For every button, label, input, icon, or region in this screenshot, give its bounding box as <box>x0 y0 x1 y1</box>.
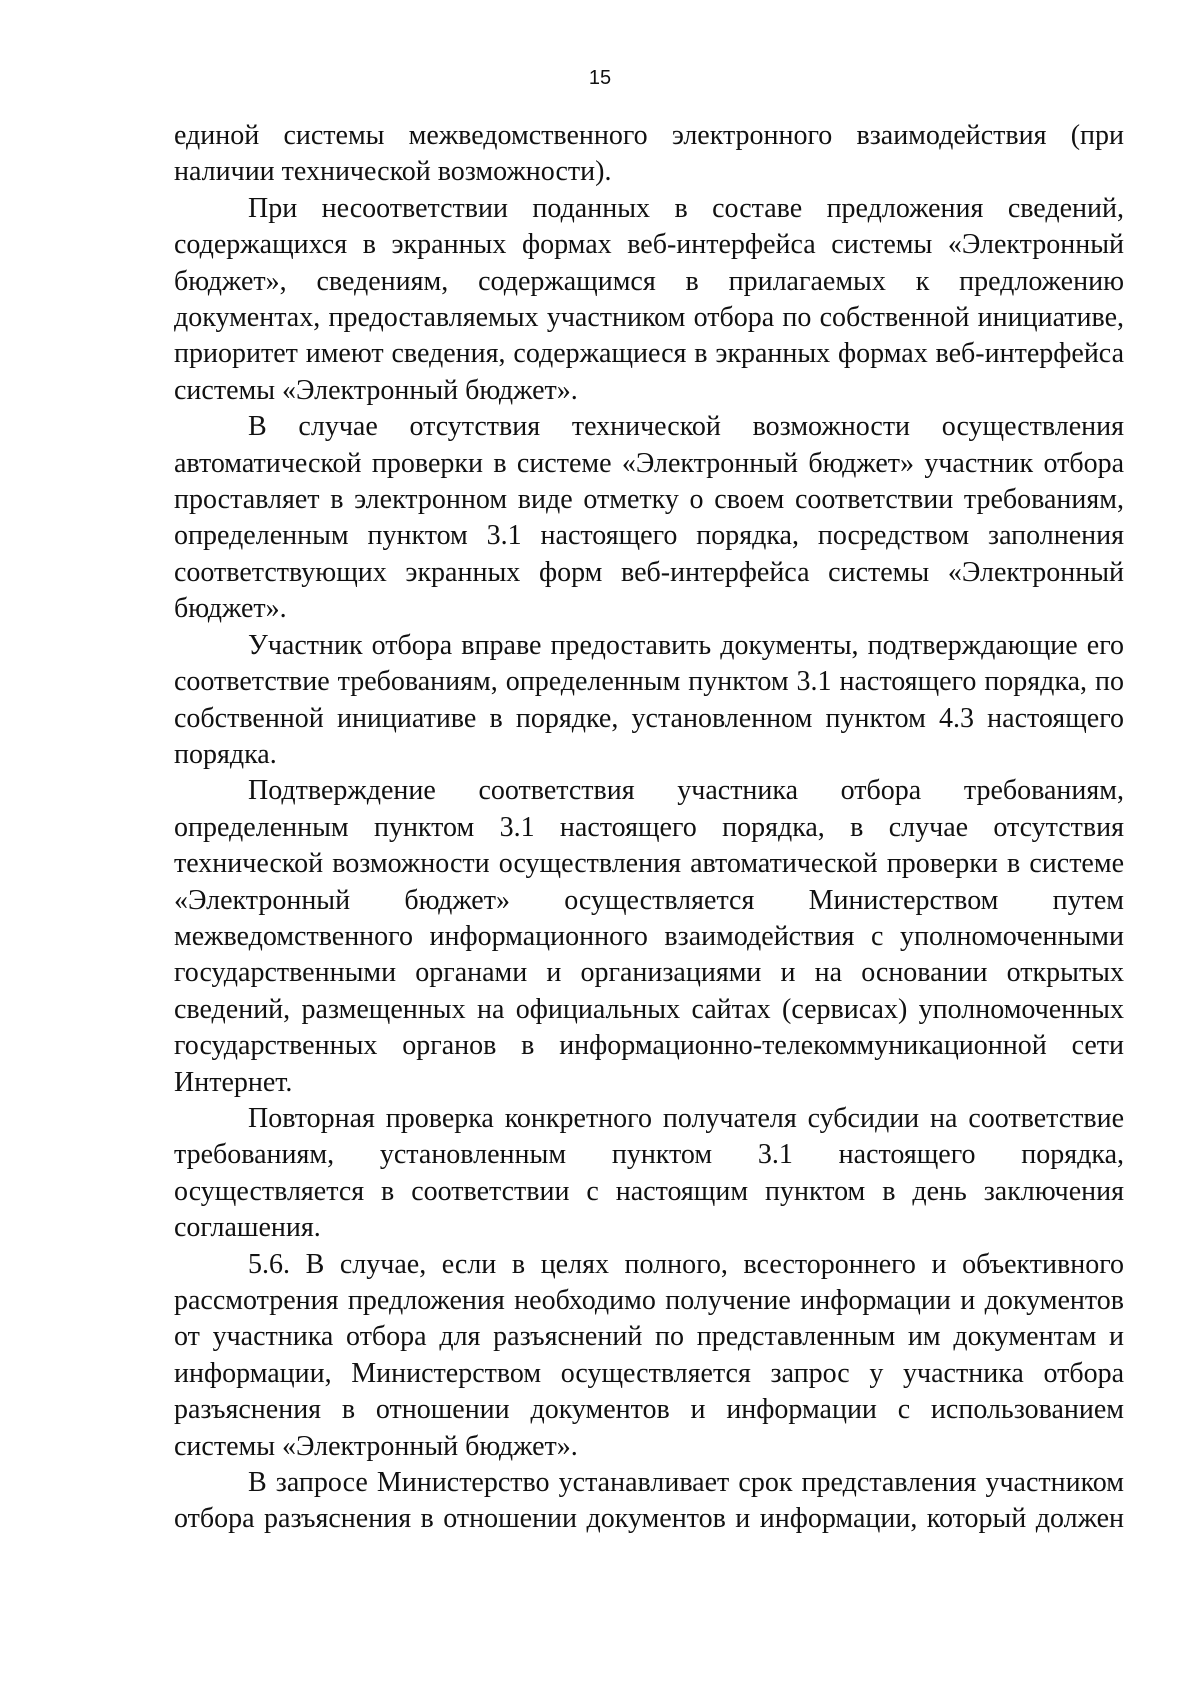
paragraph-2: При несоответствии поданных в составе предложения сведений, содержащихся в экранных формах веб-интерфейса системы «Электронный бюджет», сведениям, содержащимся в прилагаемых к предложению документах, предоставляемых участником отбора по собственной инициативе, приоритет имеют сведения, содержащиеся в экранных формах веб-интерфейса системы «Электронный бюджет». <box>174 192 1124 406</box>
page-number: 15 <box>588 67 612 89</box>
paragraph-6: Повторная проверка конкретного получателя субсидии на соответствие требованиям, установленным пунктом 3.1 настоящего порядка, осуществляется в соответствии с настоящим пунктом в день заключения соглашения. <box>174 1102 1124 1244</box>
paragraph-7: 5.6. В случае, если в целях полного, всестороннего и объективного рассмотрения предложения необходимо получение информации и документов от участника отбора для разъяснений по представленным им документам и информации, Министерством осуществляется запрос у участника отбора разъяснения в отношении документов и информации с использованием системы «Электронный бюджет». <box>174 1248 1124 1462</box>
paragraph-8: В запросе Министерство устанавливает срок представления участником отбора разъяснения в отношении документов и информации, который должен <box>174 1467 1124 1535</box>
paragraph-5: Подтверждение соответствия участника отбора требованиям, определенным пунктом 3.1 настоящего порядка, в случае отсутствия технической возможности осуществления автоматической проверки в системе «Электронный бюджет» осуществляется Министерством путем межведомственного информационного взаимодействия с уполномоченными государственными органами и организациями и на основании открытых сведений, размещенных на официальных сайтах (сервисах) уполномоченных государственных органов в информационно-телекоммуникационной сети Интернет. <box>174 775 1124 1098</box>
document-body <box>174 118 1124 1538</box>
paragraph-4: Участник отбора вправе предоставить документы, подтверждающие его соответствие требованиям, определенным пунктом 3.1 настоящего порядка, по собственной инициативе в порядке, установленном пунктом 4.3 настоящего порядка. <box>174 629 1124 770</box>
paragraph-3: В случае отсутствия технической возможности осуществления автоматической проверки в системе «Электронный бюджет» участник отбора проставляет в электронном виде отметку о своем соответствии требованиям, определенным пунктом 3.1 настоящего порядка, посредством заполнения соответствующих экранных форм веб-интерфейса системы «Электронный бюджет». <box>174 411 1124 625</box>
paragraph-1: единой системы межведомственного электронного взаимодействия (при наличии технической возможности). <box>174 120 1124 188</box>
